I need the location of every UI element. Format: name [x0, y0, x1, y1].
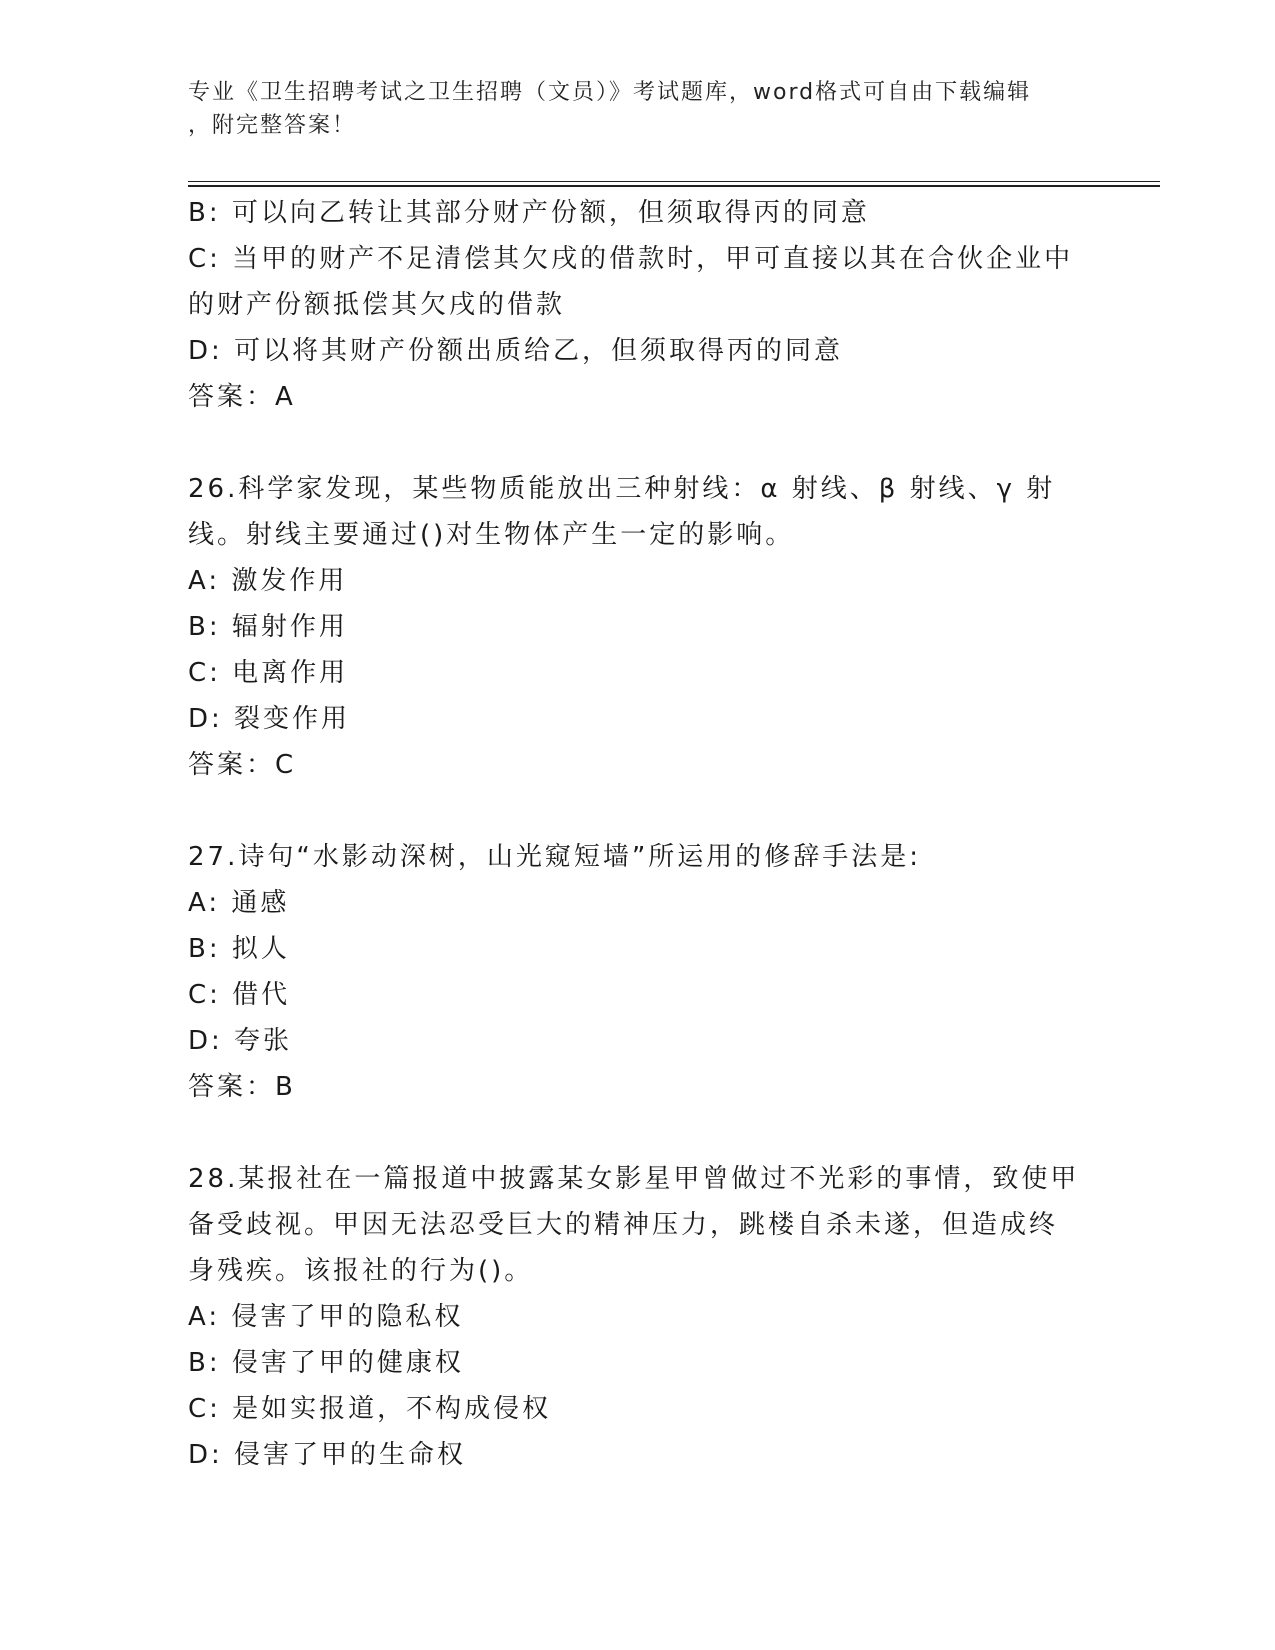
question-27 [188, 834, 1088, 1110]
answer: 答案：B [188, 1072, 296, 1102]
question-26 [188, 466, 1088, 788]
answer: 答案：A [188, 382, 296, 412]
question-stem-line-1: 26.科学家发现，某些物质能放出三种射线：α 射线、β 射线、γ 射 [188, 474, 1056, 504]
question-stem-line-1: 28.某报社在一篇报道中披露某女影星甲曾做过不光彩的事情，致使甲 [188, 1164, 1080, 1194]
answer: 答案：C [188, 750, 297, 780]
spacer [188, 1110, 1088, 1156]
question-stem-line-3: 身残疾。该报社的行为()。 [188, 1256, 534, 1286]
option-d: D: 裂变作用 [188, 704, 351, 734]
header-rule-thick [188, 185, 1160, 187]
question-stem-line-2: 备受歧视。甲因无法忍受巨大的精神压力，跳楼自杀未遂，但造成终 [188, 1210, 1059, 1240]
option-b: B: 侵害了甲的健康权 [188, 1348, 464, 1378]
document-header [188, 76, 1088, 142]
header-rule-thin [188, 181, 1160, 182]
option-a: A: 侵害了甲的隐私权 [188, 1302, 464, 1332]
option-a: A: 激发作用 [188, 566, 348, 596]
option-a: A: 通感 [188, 888, 290, 918]
question-stem-line-2: 线。射线主要通过()对生物体产生一定的影响。 [188, 520, 795, 550]
option-c: C: 借代 [188, 980, 291, 1010]
header-line-2: ，附完整答案！ [188, 113, 357, 138]
question-stem: 27.诗句“水影动深树，山光窥短墙”所运用的修辞手法是: [188, 842, 922, 872]
option-c: C: 是如实报道，不构成侵权 [188, 1394, 552, 1424]
option-b: B: 拟人 [188, 934, 290, 964]
spacer [188, 420, 1088, 466]
header-line-1: 专业《卫生招聘考试之卫生招聘（文员）》考试题库，word格式可自由下载编辑 [188, 80, 1032, 105]
option-c: C: 电离作用 [188, 658, 349, 688]
option-d: D: 侵害了甲的生命权 [188, 1440, 467, 1470]
question-28 [188, 1156, 1088, 1478]
option-c-line-2: 的财产份额抵偿其欠戌的借款 [188, 290, 566, 320]
option-c-line-1: C: 当甲的财产不足清偿其欠戌的借款时，甲可直接以其在合伙企业中 [188, 244, 1074, 274]
spacer [188, 788, 1088, 834]
question-25-tail [188, 190, 1088, 420]
option-b: B: 辐射作用 [188, 612, 348, 642]
question-content [188, 190, 1088, 1478]
option-d: D: 可以将其财产份额出质给乙，但须取得丙的同意 [188, 336, 844, 366]
option-b: B: 可以向乙转让其部分财产份额，但须取得丙的同意 [188, 198, 870, 228]
option-d: D: 夸张 [188, 1026, 293, 1056]
